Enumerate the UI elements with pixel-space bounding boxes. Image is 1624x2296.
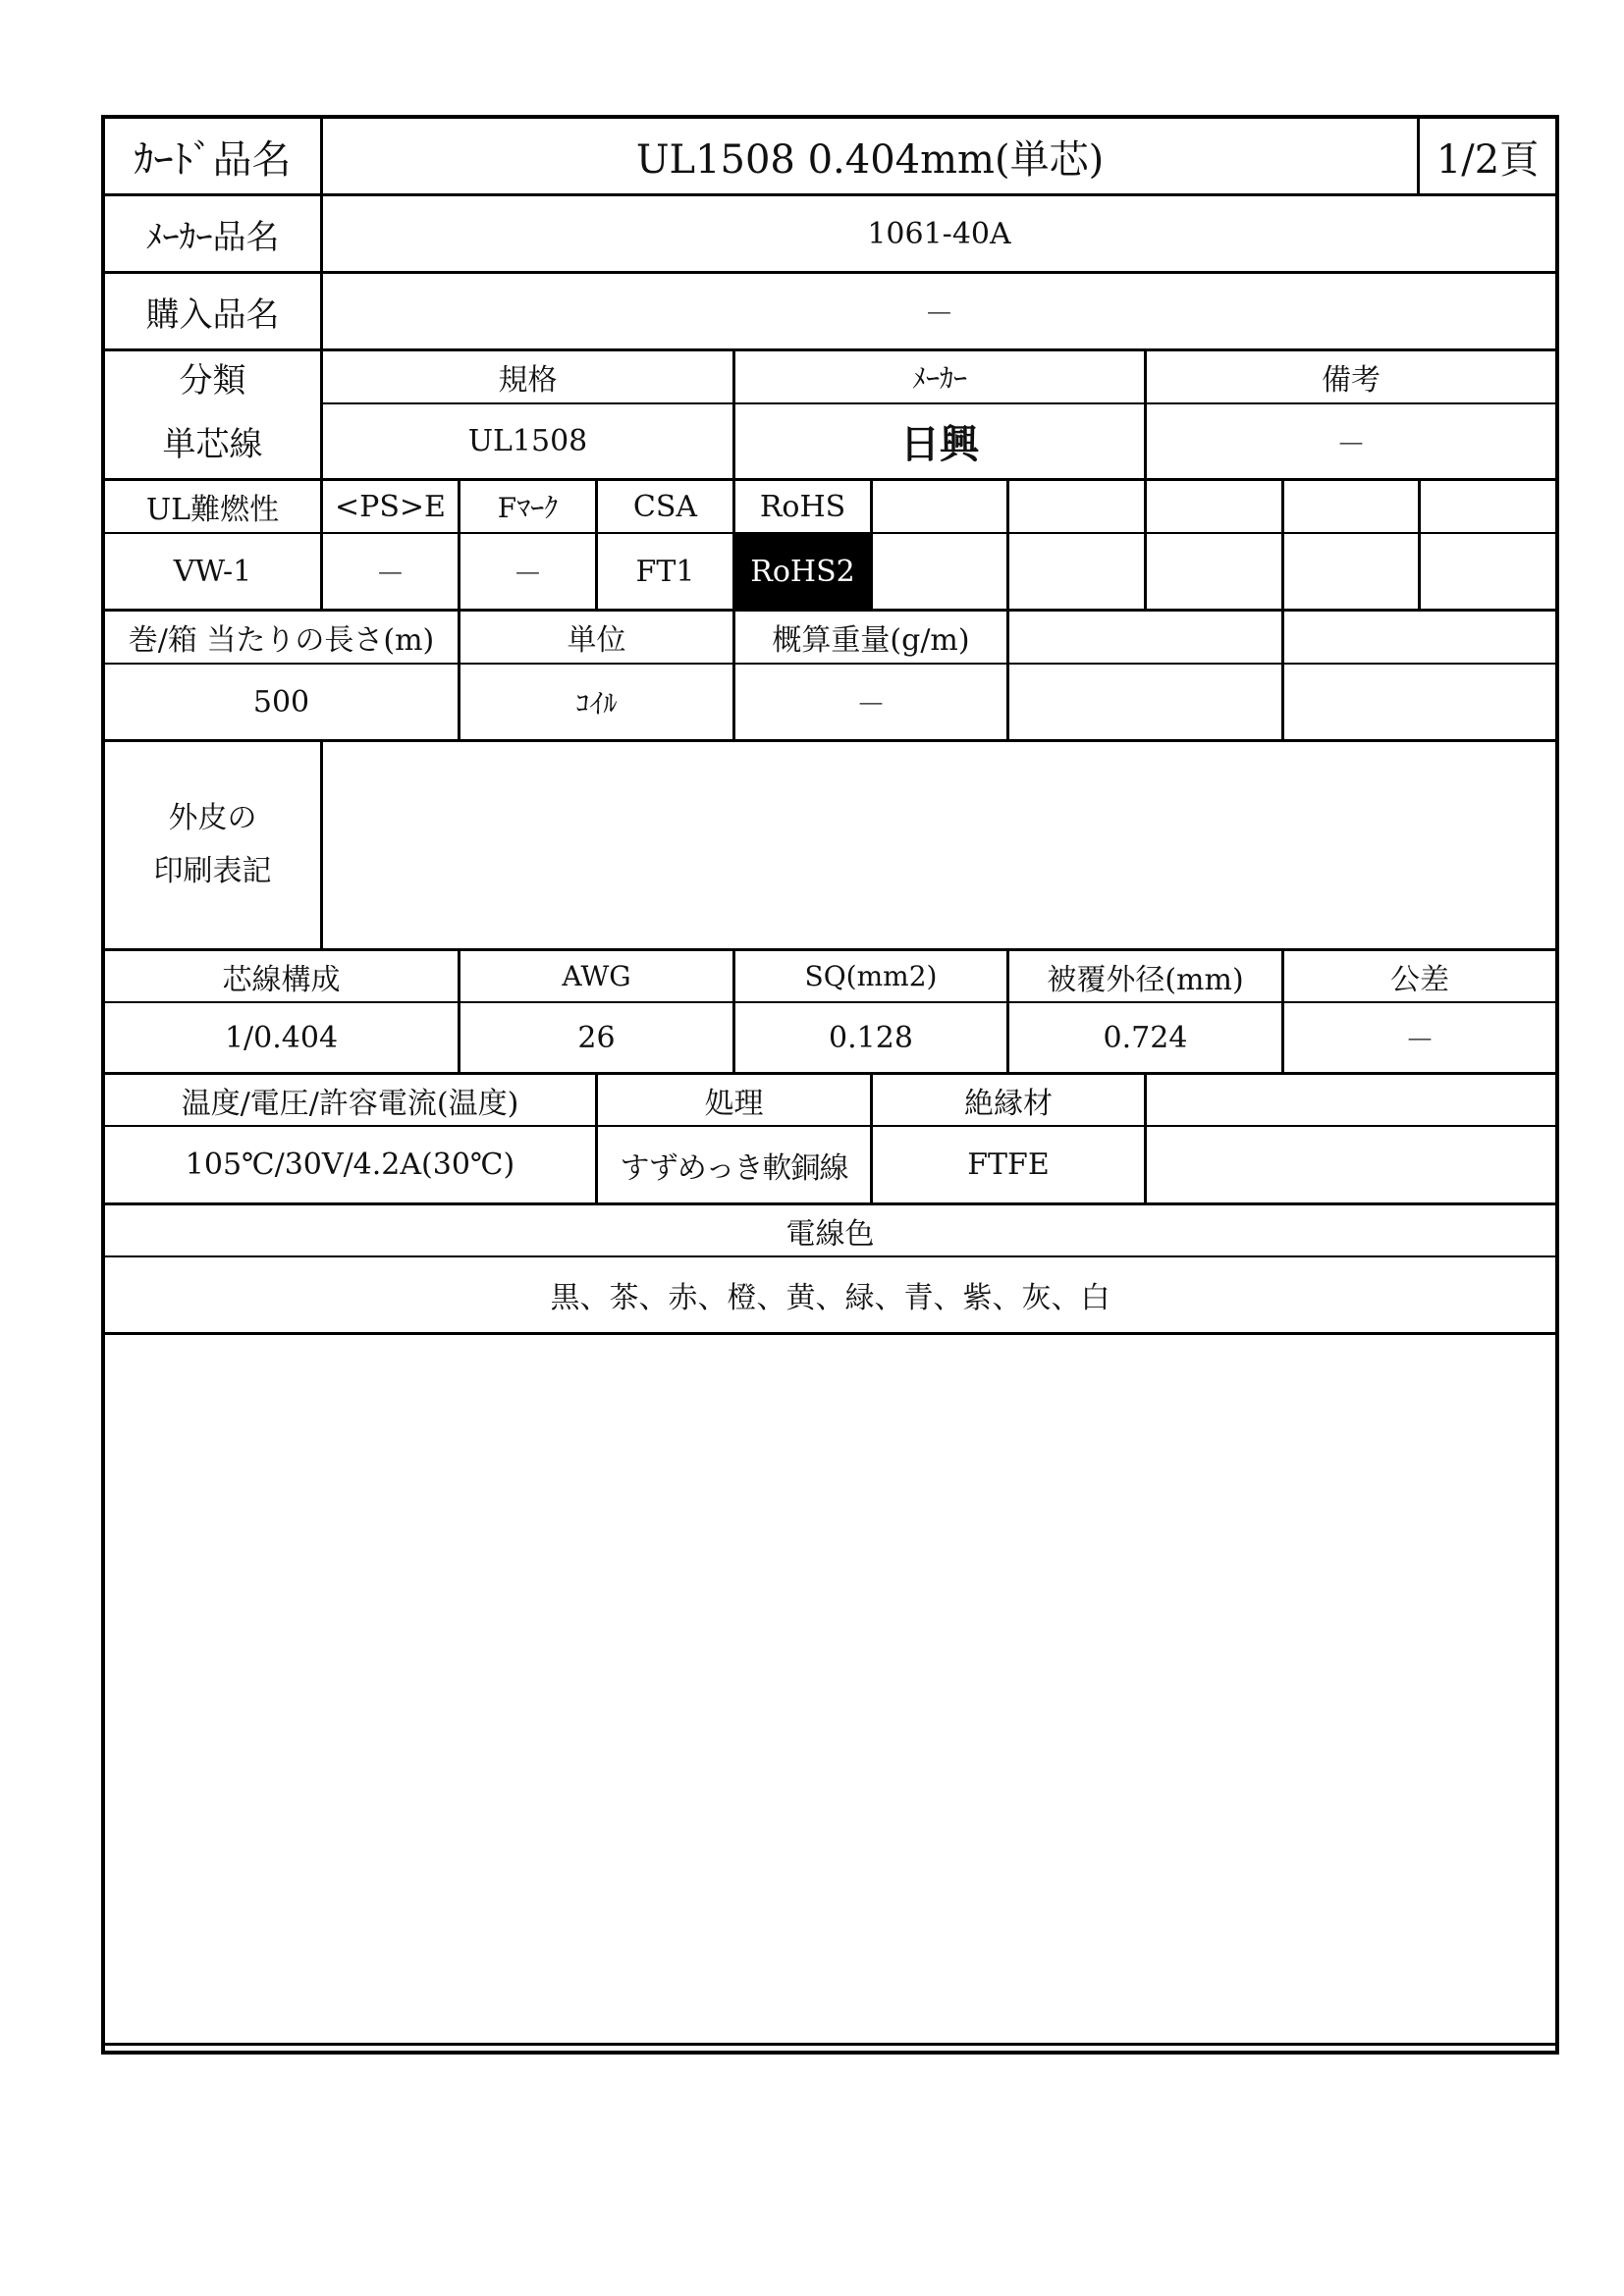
- remarks-label: 備考: [1322, 363, 1380, 398]
- wire-color-label: 電線色: [785, 1216, 875, 1252]
- insulation-value: FTFE: [967, 1148, 1050, 1182]
- print-marking-value: [323, 742, 1555, 948]
- rohs-value: RoHS2: [735, 534, 870, 609]
- rohs-label: RoHS: [759, 489, 846, 524]
- fmark-label: Fﾏｰｸ: [497, 492, 559, 524]
- awg-value: 26: [577, 1020, 616, 1055]
- standard-label: 規格: [498, 363, 558, 398]
- treatment-label: 処理: [704, 1086, 764, 1121]
- remarks-value: －: [1336, 427, 1366, 462]
- maker-part-value: 1061-40A: [867, 216, 1011, 251]
- core-construction-label: 芯線構成: [222, 962, 341, 997]
- core-construction-value: 1/0.404: [224, 1020, 339, 1055]
- print-marking-label-line2: 印刷表記: [153, 854, 272, 888]
- maker-part-label: ﾒｰｶｰ品名: [145, 217, 280, 257]
- ul-flame-value: VW-1: [173, 554, 252, 589]
- border-right: [1555, 115, 1559, 2055]
- maker-value: 日興: [900, 421, 979, 467]
- purchase-name-value: －: [924, 297, 954, 332]
- print-marking-label-line1: 外皮の: [168, 801, 257, 835]
- ul-flame-label: UL難燃性: [145, 493, 280, 527]
- sq-value: 0.128: [829, 1020, 913, 1055]
- standard-value: UL1508: [467, 424, 588, 458]
- weight-value: －: [856, 688, 886, 722]
- insulation-label: 絶縁材: [964, 1086, 1053, 1121]
- length-per-reel-label: 巻/箱 当たりの長さ(m): [128, 623, 435, 658]
- unit-value: ｺｲﾙ: [575, 687, 618, 720]
- card-name-value: UL1508 0.404mm(単芯): [635, 136, 1105, 183]
- purchase-name-label: 購入品名: [145, 294, 280, 335]
- sq-label: SQ(mm2): [804, 960, 938, 992]
- outer-diameter-value: 0.724: [1103, 1020, 1188, 1055]
- tolerance-value: －: [1405, 1024, 1435, 1058]
- page-indicator: 1/2頁: [1435, 136, 1540, 183]
- category-label: 分類: [179, 360, 246, 400]
- fmark-value: －: [513, 558, 543, 592]
- card-name-label: ｶｰﾄﾞ品名: [134, 136, 292, 183]
- treatment-value: すずめっき軟銅線: [620, 1150, 848, 1186]
- blank-notes-area: [105, 1335, 1555, 2043]
- awg-label: AWG: [562, 960, 631, 992]
- maker-label: ﾒｰｶｰ: [911, 362, 967, 395]
- print-marking-label: [105, 742, 320, 948]
- csa-label: CSA: [632, 489, 698, 524]
- rating-label: 温度/電圧/許容電流(温度): [181, 1086, 519, 1121]
- outer-diameter-label: 被覆外径(mm): [1047, 962, 1244, 997]
- border-bottom-double: [101, 2051, 1559, 2055]
- unit-label: 単位: [567, 623, 626, 658]
- weight-label: 概算重量(g/m): [772, 623, 970, 658]
- tolerance-label: 公差: [1390, 962, 1449, 997]
- pse-value: －: [375, 558, 406, 592]
- border-bottom: [101, 2043, 1559, 2046]
- length-per-reel-value: 500: [252, 684, 310, 720]
- csa-value: FT1: [635, 554, 695, 589]
- pse-label: <PS>E: [335, 489, 446, 524]
- category-value: 単芯線: [162, 425, 263, 464]
- wire-color-value: 黒、茶、赤、橙、黄、緑、青、紫、灰、白: [550, 1281, 1110, 1315]
- rating-value: 105℃/30V/4.2A(30℃): [185, 1148, 515, 1182]
